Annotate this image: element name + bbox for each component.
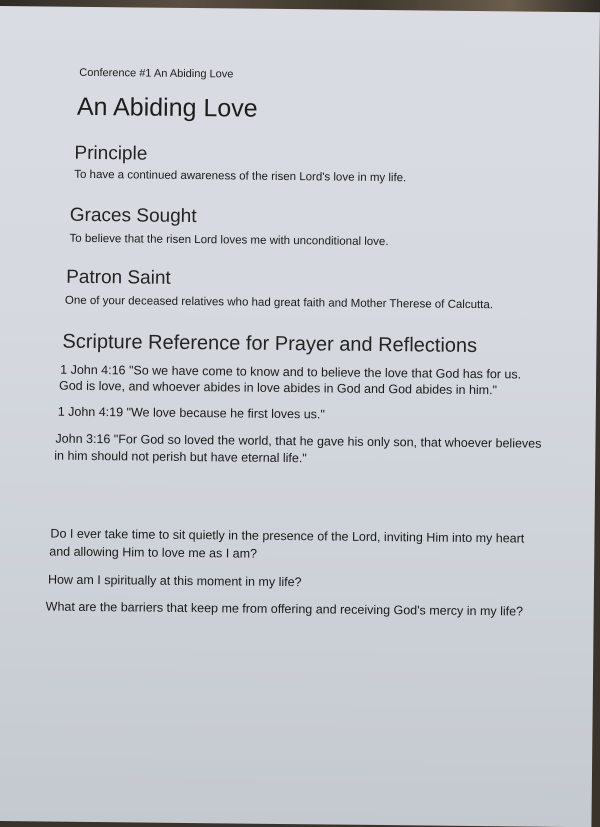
graces-text: To believe that the risen Lord loves me with unconditional love.: [69, 232, 389, 249]
scripture-ref1-line2: God is love, and whoever abides in love abides in God and God abides in him.": [58, 378, 498, 398]
conference-header: Conference #1 An Abiding Love: [79, 66, 234, 81]
question-2: How am I spiritually at this moment in my life?: [47, 572, 302, 590]
principle-heading: Principle: [74, 142, 148, 165]
scripture-ref1-line1: 1 John 4:16 "So we have come to know and to believe the love that God has for us.: [60, 362, 522, 382]
scripture-ref2: 1 John 4:19 "We love because he first loves us.": [57, 404, 325, 422]
question-1-line2: and allowing Him to love me as I am?: [49, 544, 258, 561]
paper-sheet: [0, 6, 600, 827]
patron-text: One of your deceased relatives who had great faith and Mother Therese of Calcutta.: [64, 294, 494, 312]
question-1-line1: Do I ever take time to sit quietly in the presence of the Lord, inviting Him into my heart: [50, 526, 525, 546]
principle-text: To have a continued awareness of the risen Lord's love in my life.: [74, 168, 407, 185]
patron-heading: Patron Saint: [66, 266, 171, 289]
question-3: What are the barriers that keep me from offering and receiving God's mercy in my life?: [45, 599, 524, 619]
graces-heading: Graces Sought: [69, 204, 197, 228]
scripture-ref3-line2: in him should not perish but have eternal life.": [54, 448, 307, 466]
scripture-heading: Scripture Reference for Prayer and Reflections: [62, 330, 478, 358]
document-title: An Abiding Love: [76, 92, 258, 123]
scripture-ref3-line1: John 3:16 "For God so loved the world, that he gave his only son, that whoever believes: [55, 431, 542, 451]
